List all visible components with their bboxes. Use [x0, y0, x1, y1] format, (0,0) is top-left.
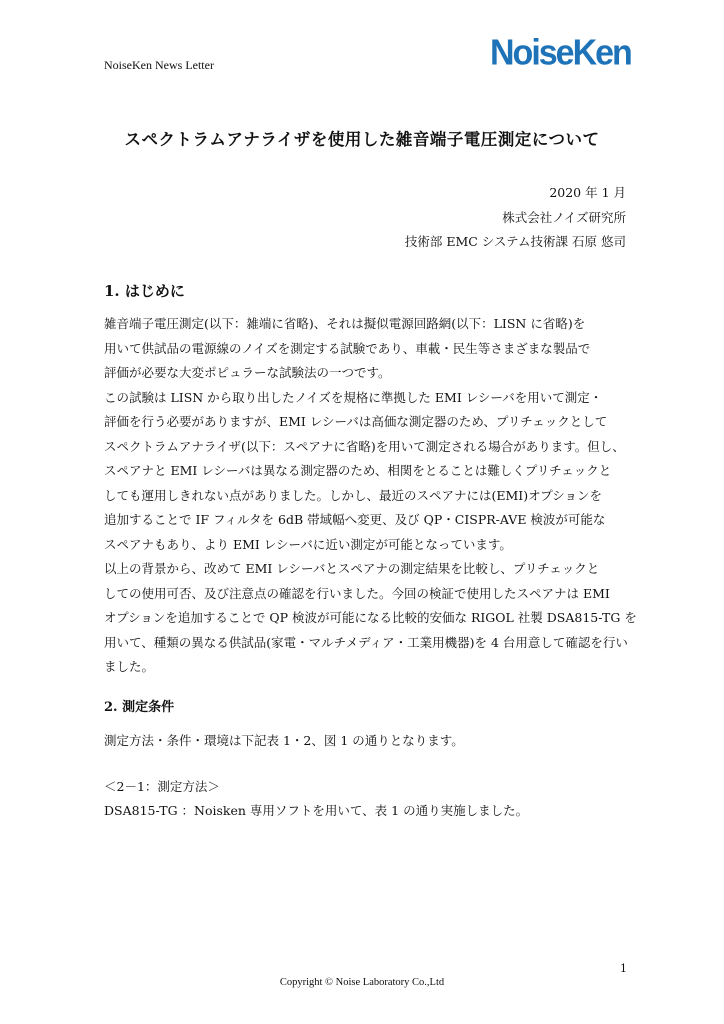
- newsletter-label: NoiseKen News Letter: [104, 58, 214, 72]
- document-meta: [405, 181, 626, 255]
- paragraph-line: しても運用しきれない点がありました。しかし、最近のスペアナには(EMI)オプションを: [104, 487, 602, 503]
- author-line: 技術部 EMC システム技術課 石原 悠司: [404, 234, 626, 249]
- paragraph-line: 用いて供試品の電源線のノイズを測定する試験であり、車載・民生等さまざまな製品で: [104, 340, 591, 356]
- paragraph-line: 追加することで IF フィルタを 6dB 帯域幅へ変更、及び QP・CISPR-AVE 検波が可能な: [104, 512, 606, 527]
- section-2-heading: 2. 測定条件: [104, 700, 175, 715]
- subsection-body: DSA815-TG ：Noisken 専用ソフトを用いて、表 1 の通り実施しました。: [104, 803, 529, 818]
- company-name: 株式会社ノイズ研究所: [502, 209, 626, 225]
- paragraph-line: この試験は LISN から取り出したノイズを規格に準拠した EMI レシーバを用いて測定・: [104, 389, 603, 405]
- paragraph-line: 評価を行う必要がありますが、EMI レシーバは高価な測定器のため、プリチェックとして: [104, 414, 608, 429]
- paragraph-line: 以上の背景から、改めて EMI レシーバとスペアナの測定結果を比較し、プリチェックと: [104, 561, 600, 576]
- section-1-body: [104, 312, 637, 680]
- paragraph-line: しての使用可否、及び注意点の確認を行いました。今回の検証で使用したスペアナは EMI: [104, 585, 610, 601]
- section-1-heading: 1. はじめに: [104, 282, 185, 300]
- page-number: 1: [620, 962, 627, 975]
- paragraph-line: 雑音端子電圧測定(以下：雑端に省略)、それは擬似電源回路網(以下：LISN に省略)を: [104, 316, 586, 331]
- paragraph-line: ました。: [104, 659, 155, 674]
- paragraph-line: スペアナもあり、より EMI レシーバに近い測定が可能となっています。: [104, 536, 512, 552]
- paragraph-line: スペクトラムアナライザ(以下：スペアナに省略)を用いて測定される場合があります。但し、: [104, 438, 625, 454]
- paragraph-line: 用いて、種類の異なる供試品(家電・マルチメディア・工業用機器)を 4 台用意して確認を行い: [104, 634, 628, 650]
- section-2-intro: 測定方法・条件・環境は下記表 1・2、図 1 の通りとなります。: [104, 733, 464, 748]
- document-title: スペクトラムアナライザを使用した雑音端子電圧測定について: [124, 130, 600, 149]
- paragraph-line: オプションを追加することで QP 検波が可能になる比較的安価な RIGOL 社製 DSA815-TG を: [104, 610, 637, 625]
- noiseken-logo: NoiseKen: [490, 33, 631, 73]
- copyright-footer: Copyright © Noise Laboratory Co.,Ltd: [279, 977, 445, 988]
- paragraph-line: 評価が必要な大変ポピュラーな試験法の一つです。: [104, 365, 391, 380]
- document-date: 2020 年 1 月: [549, 185, 626, 200]
- subsection-heading: ＜2－1：測定方法＞: [104, 779, 220, 794]
- paragraph-line: スペアナと EMI レシーバは異なる測定器のため、相関をとることは難しくプリチェックと: [104, 463, 612, 478]
